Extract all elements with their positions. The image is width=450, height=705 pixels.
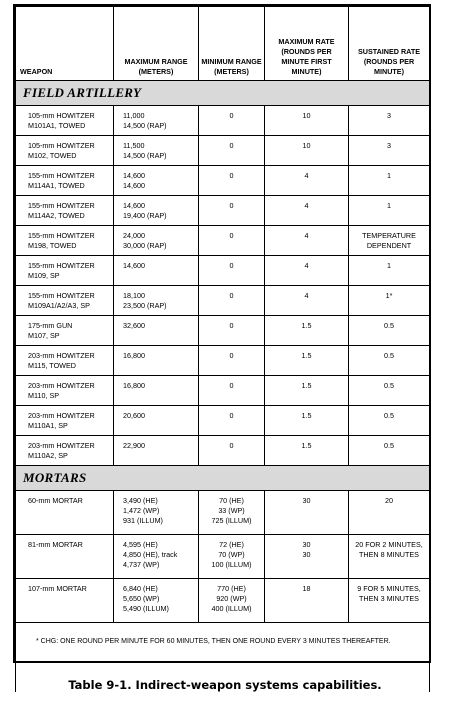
cell-text: M110, SP <box>28 391 60 400</box>
cell-text: 19,400 (RAP) <box>123 211 167 220</box>
cell-text: 3,490 (HE) <box>123 496 158 505</box>
cell-max-rate <box>265 436 349 466</box>
cell-text: 1.5 <box>301 321 312 330</box>
cell-text: 16,800 <box>123 381 145 390</box>
cell-text: 0.5 <box>384 411 394 420</box>
cell-text: 0.5 <box>384 441 394 450</box>
cell-text: 33 (WP) <box>218 506 245 515</box>
cell-sustained-rate <box>349 136 430 166</box>
cell-text: 3 <box>387 141 391 150</box>
cell-text: 1,472 (WP) <box>123 506 160 515</box>
cell-text: M109, SP <box>28 271 60 280</box>
cell-weapon <box>16 436 114 466</box>
cell-text: THEN 8 MINUTES <box>359 550 419 559</box>
cell-text: 400 (ILLUM) <box>211 604 252 613</box>
cell-text: M109A1/A2/A3, SP <box>28 301 90 310</box>
table-row <box>16 226 430 256</box>
cell-text: 0 <box>229 201 234 210</box>
cell-weapon <box>16 316 114 346</box>
cell-text: 5,650 (WP) <box>123 594 160 603</box>
cell-text: 155-mm HOWITZER <box>28 261 95 270</box>
cell-text: 14,500 (RAP) <box>123 151 167 160</box>
cell-text: M110A2, SP <box>28 451 68 460</box>
cell-text: 5,490 (ILLUM) <box>123 604 169 613</box>
cell-text: 1* <box>385 291 393 300</box>
cell-max-range <box>114 316 199 346</box>
cell-text: 175-mm GUN <box>28 321 73 330</box>
cell-sustained-rate <box>349 196 430 226</box>
table-row <box>16 376 430 406</box>
cell-text: 0 <box>229 171 234 180</box>
cell-sustained-rate <box>349 346 430 376</box>
cell-text: 203-mm HOWITZER <box>28 411 95 420</box>
header-max-rate: MAXIMUM RATE (ROUNDS PER MINUTE FIRST MINUTE) <box>265 7 349 81</box>
cell-sustained-rate <box>349 376 430 406</box>
cell-text: 155-mm HOWITZER <box>28 171 95 180</box>
cell-weapon <box>16 491 114 535</box>
cell-text: 0 <box>229 261 234 270</box>
cell-text: 725 (ILLUM) <box>211 516 252 525</box>
section-title: FIELD ARTILLERY <box>16 81 430 106</box>
cell-text: TEMPERATURE <box>362 231 416 240</box>
header-row <box>16 7 430 81</box>
cell-sustained-rate <box>349 106 430 136</box>
table-row <box>16 166 430 196</box>
cell-text: 70 (WP) <box>218 550 245 559</box>
table-body <box>16 81 430 623</box>
cell-max-range <box>114 376 199 406</box>
cell-text: 20 FOR 2 MINUTES, <box>355 540 423 549</box>
cell-max-rate <box>265 256 349 286</box>
cell-text: 0 <box>229 321 234 330</box>
cell-min-range <box>199 316 265 346</box>
cell-text: 1 <box>387 171 391 180</box>
cell-text: 10 <box>302 111 311 120</box>
cell-weapon <box>16 196 114 226</box>
cell-min-range <box>199 535 265 579</box>
cell-max-rate <box>265 535 349 579</box>
cell-text: M114A2, TOWED <box>28 211 85 220</box>
cell-text: M101A1, TOWED <box>28 121 86 130</box>
cell-text: 30 <box>302 540 311 549</box>
cell-text: M102, TOWED <box>28 151 77 160</box>
cell-text: 23,500 (RAP) <box>123 301 167 310</box>
cell-text: 0.5 <box>384 351 394 360</box>
table-frame <box>13 4 431 663</box>
cell-text: 11,000 <box>123 111 145 120</box>
table-row <box>16 346 430 376</box>
cell-text: 0 <box>229 141 234 150</box>
cell-min-range <box>199 166 265 196</box>
table-row <box>16 579 430 623</box>
cell-text: 6,840 (HE) <box>123 584 158 593</box>
cell-text: 1.5 <box>301 351 312 360</box>
cell-min-range <box>199 376 265 406</box>
cell-text: 4,850 (HE), track <box>123 550 178 559</box>
cell-min-range <box>199 136 265 166</box>
cell-weapon <box>16 136 114 166</box>
section-header <box>16 466 430 491</box>
table-row <box>16 535 430 579</box>
cell-text: 14,600 <box>123 171 145 180</box>
cell-min-range <box>199 579 265 623</box>
cell-text: 14,500 (RAP) <box>123 121 167 130</box>
cell-max-range <box>114 196 199 226</box>
cell-max-rate <box>265 286 349 316</box>
cell-max-rate <box>265 491 349 535</box>
cell-weapon <box>16 286 114 316</box>
cell-min-range <box>199 491 265 535</box>
table-row <box>16 106 430 136</box>
cell-weapon <box>16 579 114 623</box>
cell-weapon <box>16 376 114 406</box>
cell-text: 24,000 <box>123 231 145 240</box>
cell-text: 105-mm HOWITZER <box>28 111 95 120</box>
cell-max-rate <box>265 196 349 226</box>
cell-text: 18,100 <box>123 291 145 300</box>
cell-text: 0 <box>229 441 234 450</box>
cell-text: M115, TOWED <box>28 361 76 370</box>
cell-text: 105-mm HOWITZER <box>28 141 95 150</box>
cell-sustained-rate <box>349 406 430 436</box>
cell-text: 0 <box>229 291 234 300</box>
cell-min-range <box>199 436 265 466</box>
cell-text: 18 <box>302 584 311 593</box>
cell-text: 14,600 <box>123 181 145 190</box>
cell-text: 920 (WP) <box>216 594 247 603</box>
cell-text: 30,000 (RAP) <box>123 241 167 250</box>
table-row <box>16 406 430 436</box>
cell-max-range <box>114 256 199 286</box>
cell-text: 81-mm MORTAR <box>28 540 83 549</box>
cell-max-range <box>114 406 199 436</box>
cell-text: M114A1, TOWED <box>28 181 85 190</box>
cell-text: 1.5 <box>301 441 312 450</box>
cell-text: 770 (HE) <box>217 584 246 593</box>
cell-text: 4 <box>304 171 309 180</box>
cell-text: 203-mm HOWITZER <box>28 441 95 450</box>
cell-text: 32,600 <box>123 321 145 330</box>
cell-text: 155-mm HOWITZER <box>28 201 95 210</box>
cell-max-rate <box>265 106 349 136</box>
cell-text: 0.5 <box>384 381 394 390</box>
cell-text: 11,500 <box>123 141 145 150</box>
cell-max-range <box>114 286 199 316</box>
cell-text: 100 (ILLUM) <box>211 560 252 569</box>
cell-text: 4,595 (HE) <box>123 540 158 549</box>
cell-max-rate <box>265 579 349 623</box>
cell-text: 1.5 <box>301 381 312 390</box>
cell-max-range <box>114 226 199 256</box>
cell-max-range <box>114 436 199 466</box>
capabilities-table <box>15 6 430 692</box>
cell-text: 16,800 <box>123 351 145 360</box>
cell-text: 0 <box>229 411 234 420</box>
header-sustained-rate: SUSTAINED RATE (ROUNDS PER MINUTE) <box>349 7 430 81</box>
cell-min-range <box>199 226 265 256</box>
cell-text: 10 <box>302 141 311 150</box>
cell-text: M198, TOWED <box>28 241 77 250</box>
cell-text: 1.5 <box>301 411 312 420</box>
cell-sustained-rate <box>349 166 430 196</box>
cell-max-rate <box>265 316 349 346</box>
cell-max-rate <box>265 226 349 256</box>
cell-text: 30 <box>302 550 311 559</box>
cell-max-range <box>114 579 199 623</box>
cell-weapon <box>16 166 114 196</box>
cell-text: 0.5 <box>384 321 394 330</box>
cell-sustained-rate <box>349 226 430 256</box>
cell-max-range <box>114 106 199 136</box>
cell-max-rate <box>265 406 349 436</box>
header-weapon: WEAPON <box>16 7 114 81</box>
cell-text: THEN 3 MINUTES <box>359 594 419 603</box>
table-caption: Table 9-1. Indirect-weapon systems capabilities. <box>68 678 382 692</box>
cell-text: 4 <box>304 291 309 300</box>
cell-sustained-rate <box>349 256 430 286</box>
section-title: MORTARS <box>16 466 430 491</box>
cell-text: 70 (HE) <box>219 496 244 505</box>
cell-weapon <box>16 406 114 436</box>
cell-text: 0 <box>229 351 234 360</box>
cell-text: 203-mm HOWITZER <box>28 381 95 390</box>
cell-text: 1 <box>387 201 391 210</box>
cell-text: 9 FOR 5 MINUTES, <box>357 584 421 593</box>
header-max-range: MAXIMUM RANGE (METERS) <box>114 7 199 81</box>
cell-text: 4 <box>304 201 309 210</box>
cell-text: 1 <box>387 261 391 270</box>
table-row <box>16 136 430 166</box>
cell-weapon <box>16 346 114 376</box>
cell-text: 22,900 <box>123 441 145 450</box>
cell-text: 72 (HE) <box>219 540 244 549</box>
cell-min-range <box>199 286 265 316</box>
cell-text: 30 <box>302 496 311 505</box>
table-row <box>16 436 430 466</box>
section-header <box>16 81 430 106</box>
cell-text: 3 <box>387 111 391 120</box>
cell-min-range <box>199 406 265 436</box>
cell-weapon <box>16 256 114 286</box>
cell-sustained-rate <box>349 579 430 623</box>
table-row <box>16 316 430 346</box>
cell-max-range <box>114 535 199 579</box>
cell-max-rate <box>265 376 349 406</box>
cell-text: 60-mm MORTAR <box>28 496 83 505</box>
cell-text: 107-mm MORTAR <box>28 584 87 593</box>
cell-text: 4 <box>304 261 309 270</box>
cell-text: 14,600 <box>123 261 145 270</box>
cell-text: M107, SP <box>28 331 60 340</box>
cell-weapon <box>16 226 114 256</box>
cell-weapon <box>16 106 114 136</box>
cell-text: 4,737 (WP) <box>123 560 160 569</box>
cell-text: 4 <box>304 231 309 240</box>
cell-sustained-rate <box>349 491 430 535</box>
cell-sustained-rate <box>349 316 430 346</box>
cell-text: M110A1, SP <box>28 421 68 430</box>
header-min-range: MINIMUM RANGE (METERS) <box>199 7 265 81</box>
cell-max-range <box>114 346 199 376</box>
table-row <box>16 196 430 226</box>
cell-min-range <box>199 196 265 226</box>
cell-text: 14,600 <box>123 201 145 210</box>
cell-max-rate <box>265 136 349 166</box>
cell-text: DEPENDENT <box>366 241 412 250</box>
cell-sustained-rate <box>349 286 430 316</box>
cell-min-range <box>199 106 265 136</box>
cell-text: 20 <box>385 496 393 505</box>
cell-text: 203-mm HOWITZER <box>28 351 95 360</box>
cell-text: 20,600 <box>123 411 145 420</box>
cell-max-rate <box>265 166 349 196</box>
cell-max-range <box>114 136 199 166</box>
cell-max-rate <box>265 346 349 376</box>
cell-text: 155-mm HOWITZER <box>28 291 95 300</box>
cell-text: 0 <box>229 111 234 120</box>
cell-min-range <box>199 256 265 286</box>
footnote: * CHG: ONE ROUND PER MINUTE FOR 60 MINUTES, THEN ONE ROUND EVERY 3 MINUTES THEREAFTER. <box>16 623 430 693</box>
cell-text: 0 <box>229 231 234 240</box>
table-row <box>16 491 430 535</box>
table-row <box>16 286 430 316</box>
cell-text: 0 <box>229 381 234 390</box>
cell-text: 155-mm HOWITZER <box>28 231 95 240</box>
cell-sustained-rate <box>349 535 430 579</box>
cell-sustained-rate <box>349 436 430 466</box>
cell-weapon <box>16 535 114 579</box>
cell-max-range <box>114 166 199 196</box>
cell-min-range <box>199 346 265 376</box>
cell-text: 931 (ILLUM) <box>123 516 163 525</box>
table-row <box>16 256 430 286</box>
cell-max-range <box>114 491 199 535</box>
